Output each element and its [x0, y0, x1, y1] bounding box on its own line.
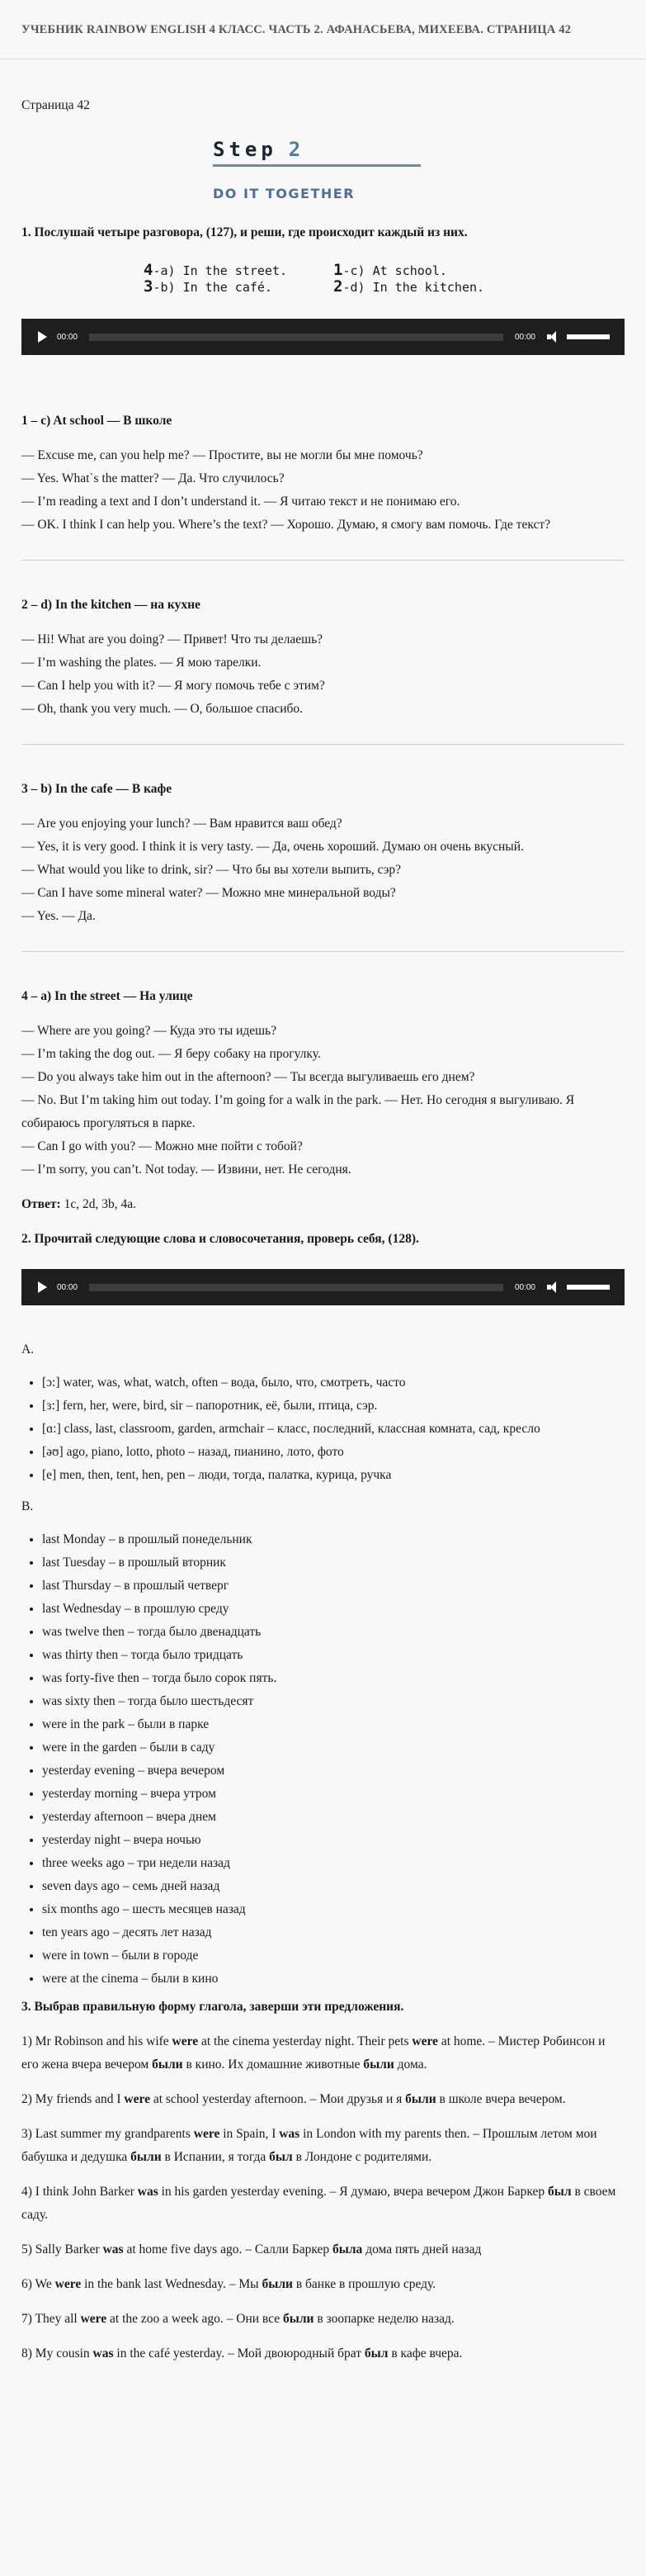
sentence-text: in his garden yesterday evening. – Я думаю, вчера вечером Джон Баркер: [158, 2185, 549, 2199]
bold-verb: were: [54, 2277, 82, 2291]
page-number-label: Страница 42: [21, 98, 90, 112]
bold-verb: was: [102, 2242, 124, 2256]
dialogue-line: — Yes, it is very good. I think it is very tasty. — Да, очень хороший. Думаю он очень вкусный.: [21, 840, 524, 854]
step-title: [213, 137, 427, 162]
section-b-label: B.: [21, 1499, 34, 1513]
bold-verb: были: [363, 2057, 394, 2072]
list-item: • was twelve then – тогда было двенадцать: [42, 1621, 625, 1644]
sentence-text: в кино. Их домашние животные: [182, 2057, 364, 2072]
dialogue-line: — Where are you going? — Куда это ты идешь?: [21, 1024, 277, 1038]
volume-icon[interactable]: [547, 1281, 559, 1293]
divider: [21, 744, 625, 745]
exercise-sentence: [21, 2308, 625, 2331]
list-item: • yesterday afternoon – вчера днем: [42, 1806, 625, 1829]
sentence-text: at home. – Мистер Робинсон и его жена вчера вечером: [21, 2034, 606, 2072]
bold-verb: were: [172, 2034, 199, 2048]
audio-player: [21, 1269, 625, 1305]
dialogue-line: — OK. I think I can help you. Where’s the text? — Хорошо. Думаю, я смогу вам помочь. Где текст?: [21, 518, 551, 532]
list-item: • ten years ago – десять лет назад: [42, 1921, 625, 1944]
list-item: • was sixty then – тогда было шестьдесят: [42, 1690, 625, 1713]
dialogue-line: — Yes. — Да.: [21, 909, 96, 923]
bold-verb: was: [279, 2127, 300, 2141]
dialogue-title: 2 – d) In the kitchen — на кухне: [21, 598, 200, 612]
list-item: • last Thursday – в прошлый четверг: [42, 1574, 625, 1598]
bold-verb: were: [193, 2127, 220, 2141]
task-2-title: 2. Прочитай следующие слова и словосочетания, проверь себя, (128).: [21, 1232, 419, 1246]
dialogue-line: — I’m taking the dog out. — Я беру собаку на прогулку.: [21, 1047, 321, 1061]
answer-label: Ответ:: [21, 1197, 61, 1211]
dialogue-title: 4 – a) In the street — На улице: [21, 989, 193, 1003]
sentence-text: в школе вчера вечером.: [436, 2092, 566, 2106]
step-number: 2: [288, 138, 305, 161]
sentence-text: 6) We: [21, 2277, 55, 2291]
dialogue-line: — Excuse me, can you help me? — Простите, вы не могли бы мне помочь?: [21, 448, 423, 462]
page-title: УЧЕБНИК RAINBOW ENGLISH 4 КЛАСС. ЧАСТЬ 2. АФАНАСЬЕВА, МИХЕЕВА. СТРАНИЦА 42: [21, 22, 572, 36]
dialogue-line: — Yes. What`s the matter? — Да. Что случилось?: [21, 471, 285, 485]
play-icon[interactable]: [38, 1281, 47, 1293]
sentence-text: at the cinema yesterday night. Their pets: [198, 2034, 413, 2048]
exercise-sentence: [21, 2088, 625, 2111]
task-3-title: 3. Выбрав правильную форму глагола, заверши эти предложения.: [21, 2000, 404, 2014]
exercise-sentence: [21, 2342, 625, 2365]
step-underline: [213, 164, 421, 167]
sentence-text: дома пять дней назад: [362, 2242, 482, 2256]
sentence-text: in London with my parents then. – Прошлым летом мои бабушка и дедушка: [21, 2127, 597, 2164]
list-item: • [ɔ:] water, was, what, watch, often – вода, было, что, смотреть, часто: [42, 1371, 625, 1395]
volume-slider[interactable]: [567, 1285, 610, 1290]
list-item: • were in town – были в городе: [42, 1944, 625, 1968]
exercise-list: [21, 2030, 625, 2365]
list-item: • yesterday morning – вчера утром: [42, 1783, 625, 1806]
sentence-text: 3) Last summer my grandparents: [21, 2127, 194, 2141]
current-time: 00:00: [57, 1282, 78, 1292]
volume-slider[interactable]: [567, 334, 610, 339]
dialogue-4: [21, 985, 625, 1181]
dialogue-2: [21, 594, 625, 721]
section-a-list: [21, 1371, 625, 1487]
answer-text: 1c, 2d, 3b, 4a.: [60, 1197, 136, 1211]
list-item: • were in the garden – были в саду: [42, 1736, 625, 1759]
sentence-text: 2) My friends and I: [21, 2092, 125, 2106]
dialogue-title: 3 – b) In the cafe — В кафе: [21, 782, 172, 796]
answer-line: [21, 1193, 625, 1216]
seek-bar[interactable]: [89, 1284, 503, 1291]
dialogue-line: — What would you like to drink, sir? — Что бы вы хотели выпить, сэр?: [21, 863, 402, 877]
list-item: • [əʊ] ago, piano, lotto, photo – назад, пианино, лото, фото: [42, 1441, 625, 1464]
sentence-text: at the zoo a week ago. – Они все: [106, 2312, 283, 2326]
play-icon[interactable]: [38, 331, 47, 343]
sentence-text: at home five days ago. – Салли Баркер: [123, 2242, 332, 2256]
match-item: 1-c) At school.: [333, 261, 447, 279]
sentence-text: в банке в прошлую среду.: [292, 2277, 436, 2291]
list-item: • six months ago – шесть месяцев назад: [42, 1898, 625, 1921]
task-1-title: 1. Послушай четыре разговора, (127), и реши, где происходит каждый из них.: [21, 225, 468, 239]
sentence-text: 1) Mr Robinson and his wife: [21, 2034, 172, 2048]
current-time: 00:00: [57, 332, 78, 342]
sentence-text: в своем саду.: [21, 2185, 616, 2222]
exercise-sentence: [21, 2238, 625, 2261]
list-item: • was forty-five then – тогда было сорок пять.: [42, 1667, 625, 1690]
dialogue-line: — Can I go with you? — Можно мне пойти с тобой?: [21, 1139, 303, 1153]
section-a-label: A.: [21, 1342, 35, 1357]
bold-verb: была: [332, 2242, 363, 2256]
seek-bar[interactable]: [89, 334, 503, 341]
sentence-text: at school yesterday afternoon. – Мои друзья и я: [149, 2092, 406, 2106]
dialogue-line: — I’m reading a text and I don’t understand it. — Я читаю текст и не понимаю его.: [21, 495, 460, 509]
match-item: 4-a) In the street.: [144, 261, 288, 279]
step-subtitle: DO IT TOGETHER: [213, 186, 356, 201]
list-item: • [ɜ:] fern, her, were, bird, sir – папоротник, её, были, птица, сэр.: [42, 1395, 625, 1418]
article-body: [0, 94, 646, 2365]
audio-player: [21, 319, 625, 355]
exercise-sentence: [21, 2181, 625, 2227]
dialogue-line: — I’m washing the plates. — Я мою тарелки.: [21, 656, 262, 670]
page-header: [0, 0, 646, 59]
dialogue-line: — I’m sorry, you can’t. Not today. — Извини, нет. Не сегодня.: [21, 1163, 351, 1177]
list-item: • was thirty then – тогда было тридцать: [42, 1644, 625, 1667]
list-item: • yesterday night – вчера ночью: [42, 1829, 625, 1852]
sentence-text: 8) My cousin: [21, 2346, 93, 2361]
dialogue-line: — Are you enjoying your lunch? — Вам нравится ваш обед?: [21, 817, 342, 831]
sentence-text: 7) They all: [21, 2312, 81, 2326]
duration-time: 00:00: [514, 1282, 535, 1292]
exercise-sentence: [21, 2123, 625, 2169]
sentence-text: 4) I think John Barker: [21, 2185, 138, 2199]
sentence-text: в Испании, я тогда: [161, 2150, 270, 2164]
dialogue-line: — Do you always take him out in the afternoon? — Ты всегда выгуливаешь его днем?: [21, 1070, 475, 1084]
bold-verb: was: [137, 2185, 158, 2199]
sentence-text: в зоопарке неделю назад.: [314, 2312, 455, 2326]
duration-time: 00:00: [514, 332, 535, 342]
bold-verb: был: [548, 2185, 572, 2199]
bold-verb: был: [269, 2150, 293, 2164]
list-item: • last Tuesday – в прошлый вторник: [42, 1551, 625, 1574]
dialogue-1: [21, 410, 625, 537]
dialogue-line: — Can I help you with it? — Я могу помочь тебе с этим?: [21, 679, 325, 693]
bold-verb: were: [80, 2312, 107, 2326]
exercise-sentence: [21, 2030, 625, 2076]
dialogue-title: 1 – c) At school — В школе: [21, 414, 172, 428]
match-item: 2-d) In the kitchen.: [333, 277, 485, 296]
bold-verb: были: [282, 2312, 314, 2326]
list-item: • were in the park – были в парке: [42, 1713, 625, 1736]
bold-verb: были: [152, 2057, 183, 2072]
list-item: • last Monday – в прошлый понедельник: [42, 1528, 625, 1551]
volume-icon[interactable]: [547, 331, 559, 343]
sentence-text: дома.: [394, 2057, 427, 2072]
sentence-text: в Лондоне с родителями.: [292, 2150, 432, 2164]
divider: [21, 951, 625, 952]
sentence-text: in Spain, I: [219, 2127, 280, 2141]
section-b-list: [21, 1528, 625, 1991]
list-item: • yesterday evening – вчера вечером: [42, 1759, 625, 1783]
step-word: Step: [213, 138, 277, 161]
bold-verb: were: [412, 2034, 438, 2048]
list-item: • [e] men, then, tent, hen, pen – люди, тогда, палатка, курица, ручка: [42, 1464, 625, 1487]
list-item: • were at the cinema – были в кино: [42, 1968, 625, 1991]
exercise-sentence: [21, 2273, 625, 2296]
list-item: • seven days ago – семь дней назад: [42, 1875, 625, 1898]
dialogue-line: — Can I have some mineral water? — Можно мне минеральной воды?: [21, 886, 396, 900]
bold-verb: были: [130, 2150, 162, 2164]
matching-answers: [144, 263, 625, 296]
bold-verb: были: [262, 2277, 293, 2291]
dialogue-3: [21, 778, 625, 928]
dialogue-line: — Oh, thank you very much. — О, большое спасибо.: [21, 702, 304, 716]
sentence-text: in the bank last Wednesday. – Мы: [81, 2277, 262, 2291]
bold-verb: был: [364, 2346, 389, 2361]
match-item: 3-b) In the café.: [144, 277, 272, 296]
step-heading-image: [213, 137, 427, 203]
sentence-text: in the café yesterday. – Мой двоюродный брат: [113, 2346, 365, 2361]
list-item: • last Wednesday – в прошлую среду: [42, 1598, 625, 1621]
list-item: • three weeks ago – три недели назад: [42, 1852, 625, 1875]
list-item: • [ɑ:] class, last, classroom, garden, armchair – класс, последний, классная комната, сад, кресло: [42, 1418, 625, 1441]
sentence-text: 5) Sally Barker: [21, 2242, 103, 2256]
divider: [21, 560, 625, 561]
dialogue-line: — Hi! What are you doing? — Привет! Что ты делаешь?: [21, 632, 323, 646]
sentence-text: в кафе вчера.: [388, 2346, 463, 2361]
dialogue-line: — No. But I’m taking him out today. I’m going for a walk in the park. — Нет. Но сегодня я выгуливаю. Я собираюсь прогуляться в парке.: [21, 1093, 575, 1130]
bold-verb: was: [92, 2346, 114, 2361]
bold-verb: were: [124, 2092, 150, 2106]
bold-verb: были: [405, 2092, 436, 2106]
